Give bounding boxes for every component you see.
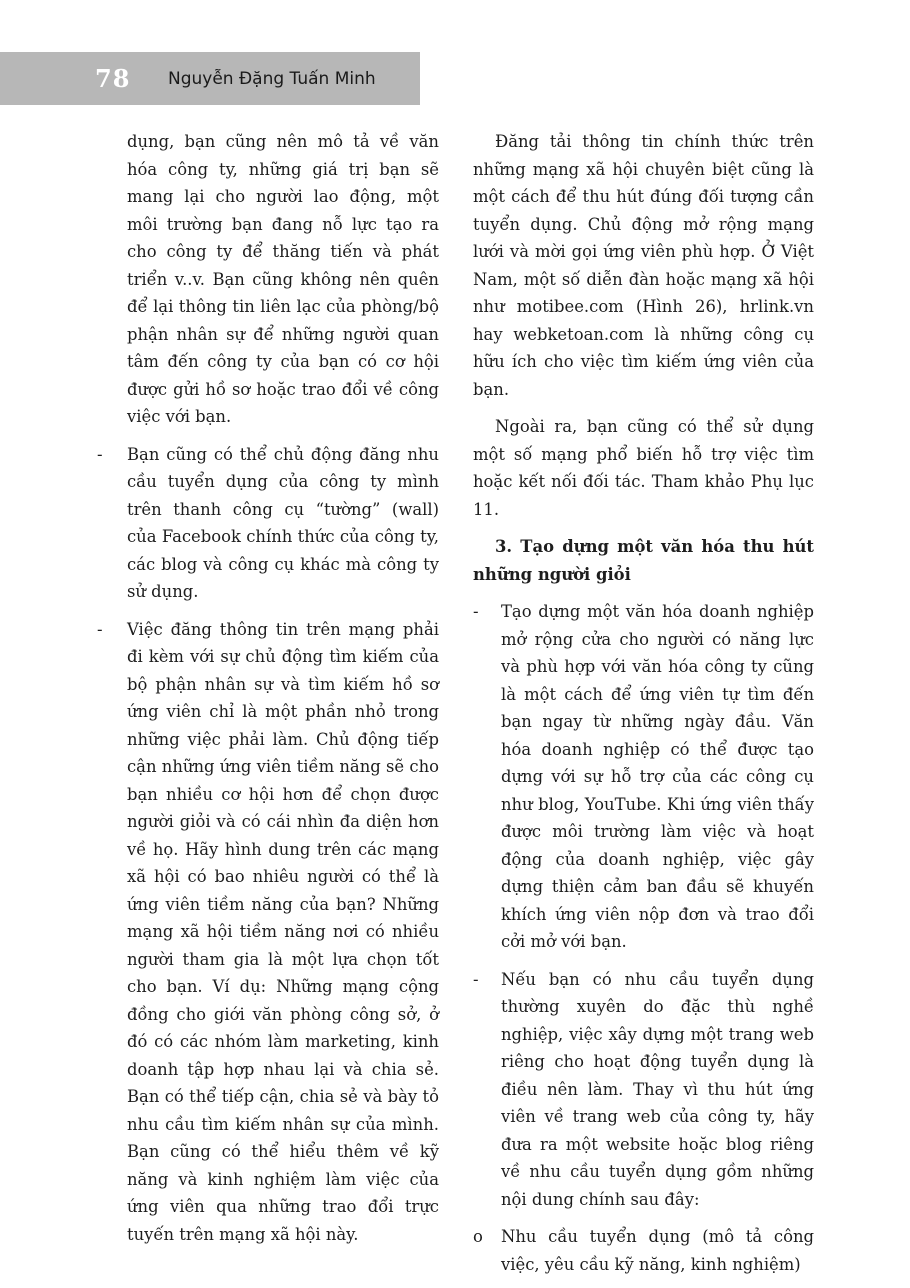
paragraph: dụng, bạn cũng nên mô tả về văn hóa công ty, những giá trị bạn sẽ mang lại cho người lao động, một môi trường bạn đang nỗ lực tạo ra cho công ty để thăng tiến và phát triển v..v. Bạn cũng không nên quên để lại thông tin liên lạc của phòng/bộ phận nhân sự để những người quan tâm đến công ty của bạn có cơ hội được gửi hồ sơ hoặc trao đổi về công việc với bạn. — [127, 132, 439, 426]
paragraph: Đăng tải thông tin chính thức trên những mạng xã hội chuyên biệt cũng là một cách để thu hút đúng đối tượng cần tuyển dụng. Chủ động mở rộng mạng lưới và mời gọi ứng viên phù hợp. Ở Việt Nam, một số diễn đàn hoặc mạng xã hội như motibee.com (Hình 26), hrlink.vn hay webketoan.com là những công cụ hữu ích cho việc tìm kiếm ứng viên của bạn. — [473, 132, 814, 399]
list-item — [97, 616, 439, 1249]
paragraph: Ngoài ra, bạn cũng có thể sử dụng một số mạng phổ biến hỗ trợ việc tìm hoặc kết nối đối tác. Tham khảo Phụ lục 11. — [473, 417, 814, 519]
list-item-text: Việc đăng thông tin trên mạng phải đi kèm với sự chủ động tìm kiếm của bộ phận nhân sự và tìm kiếm hồ sơ ứng viên chỉ là một phần nhỏ trong những việc phải làm. Chủ động tiếp cận những ứng viên tiềm năng sẽ cho bạn nhiều cơ hội hơn để chọn được người giỏi và có cái nhìn đa diện hơn về họ. Hãy hình dung trên các mạng xã hội có bao nhiêu người có thể là ứng viên tiềm năng của bạn? Những mạng xã hội tiềm năng nơi có nhiều người tham gia là một lựa chọn tốt cho bạn. Ví dụ: Những mạng cộng đồng cho giới văn phòng công sở, ở đó có các nhóm làm marketing, kinh doanh tập hợp nhau lại và chia sẻ. Bạn có thể tiếp cận, chia sẻ và bày tỏ nhu cầu tìm kiếm nhân sự của mình. Bạn cũng có thể hiểu thêm về kỹ năng và kinh nghiệm làm việc của ứng viên qua những trao đổi trực tuyến trên mạng xã hội này. — [127, 619, 439, 1244]
list-item-text: Nhu cầu tuyển dụng (mô tả công việc, yêu cầu kỹ năng, kinh nghiệm) — [501, 1227, 814, 1274]
section-heading: 3. Tạo dựng một văn hóa thu hút những người giỏi — [473, 537, 814, 584]
circle-bullet: o — [473, 1227, 483, 1246]
left-column — [97, 128, 439, 1258]
author-name: Nguyễn Đặng Tuấn Minh — [168, 69, 376, 89]
list-item-text: Nếu bạn có nhu cầu tuyển dụng thường xuyên do đặc thù nghề nghiệp, việc xây dựng một trang web riêng cho hoạt động tuyển dụng là điều nên làm. Thay vì thu hút ứng viên về trang web của công ty, hãy đưa ra một website hoặc blog riêng về nhu cầu tuyển dụng gồm những nội dung chính sau đây: — [501, 969, 814, 1209]
list-item — [473, 598, 814, 956]
dash-bullet: - — [97, 619, 103, 639]
dash-bullet: - — [97, 444, 103, 464]
dash-bullet: - — [473, 602, 479, 621]
list-item — [473, 966, 814, 1214]
list-item — [97, 441, 439, 606]
list-item — [473, 1223, 814, 1278]
page-number: 78 — [95, 64, 131, 93]
page-header — [0, 52, 420, 105]
right-column — [473, 128, 814, 1288]
list-item-text: Bạn cũng có thể chủ động đăng nhu cầu tuyển dụng của công ty mình trên thanh công cụ “tường” (wall) của Facebook chính thức của công ty, các blog và công cụ khác mà công ty sử dụng. — [127, 444, 439, 601]
list-item-text: Tạo dựng một văn hóa doanh nghiệp mở rộng cửa cho người có năng lực và phù hợp với văn hóa công ty cũng là một cách để ứng viên tự tìm đến bạn ngay từ những ngày đầu. Văn hóa doanh nghiệp có thể được tạo dựng với sự hỗ trợ của các công cụ như blog, YouTube. Khi ứng viên thấy được môi trường làm việc và hoạt động của doanh nghiệp, việc gây dựng thiện cảm ban đầu sẽ khuyến khích ứng viên nộp đơn và trao đổi cởi mở với bạn. — [501, 602, 814, 951]
dash-bullet: - — [473, 969, 479, 989]
